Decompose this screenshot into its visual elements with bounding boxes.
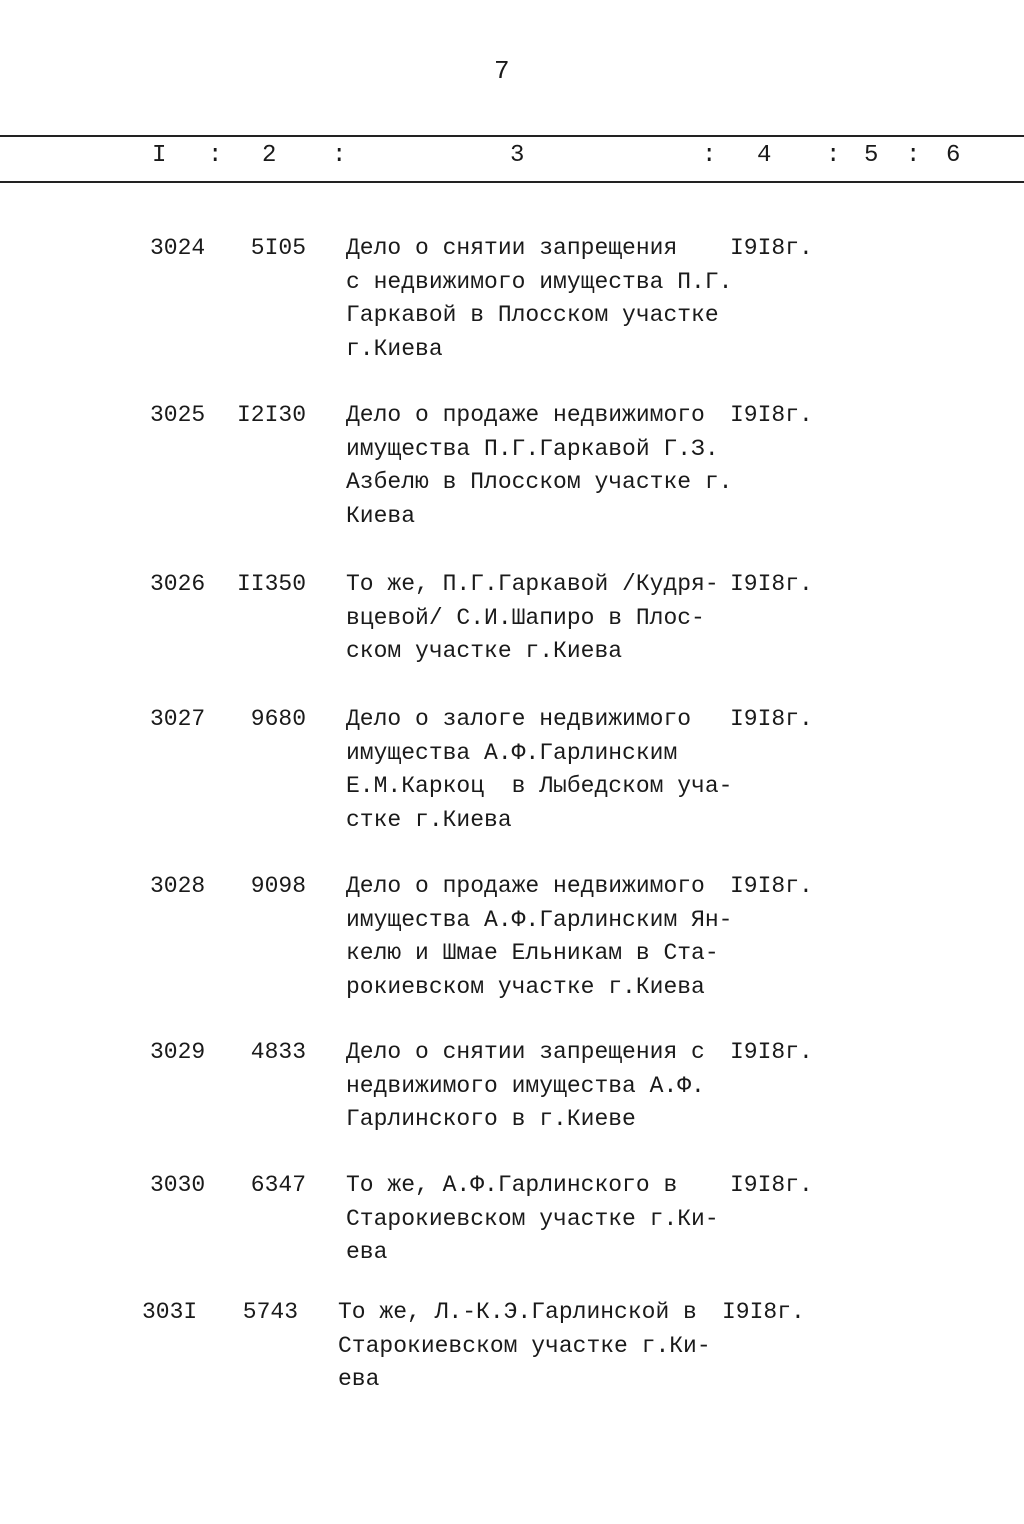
description-line: Е.М.Каркоц в Лыбедском уча- (346, 773, 733, 799)
entry-year: I9I8г. (730, 706, 813, 732)
entry-description (346, 399, 732, 533)
description-line: Гаркавой в Плосском участке (346, 302, 719, 328)
entry-code: 5743 (242, 1299, 298, 1325)
col-header-2: 2 (262, 142, 277, 169)
description-line: Дело о снятии запрещения (346, 235, 678, 261)
entry-year: I9I8г. (730, 1039, 813, 1065)
entry-number: 3030 (150, 1172, 206, 1198)
description-line: Гарлинского в г.Киеве (346, 1106, 636, 1132)
description-line: ева (346, 1239, 388, 1265)
header-bottom-rule (0, 181, 1024, 183)
entry-description (338, 1296, 711, 1397)
entry-number: 3025 (150, 402, 206, 428)
description-line: ева (338, 1366, 380, 1392)
col-header-5: 5 (864, 142, 879, 169)
col-header-1: I (152, 142, 167, 169)
entry-description (346, 1036, 705, 1137)
page-number: 7 (494, 56, 510, 86)
description-line: Азбелю в Плосском участке г. (346, 469, 733, 495)
col-header-3: 3 (510, 142, 525, 169)
entry-year: I9I8г. (730, 235, 813, 261)
description-line: Дело о залоге недвижимого (346, 706, 692, 732)
col-header-6: 6 (946, 142, 961, 169)
description-line: Дело о продаже недвижимого (346, 402, 705, 428)
col-separator: : (332, 142, 347, 169)
description-line: То же, Л.-К.Э.Гарлинской в (338, 1299, 697, 1325)
entry-description (346, 703, 732, 837)
entry-number: 3027 (150, 706, 206, 732)
entry-number: 303I (142, 1299, 198, 1325)
entry-number: 3029 (150, 1039, 206, 1065)
header-top-rule (0, 135, 1024, 137)
description-line: стке г.Киева (346, 806, 512, 833)
entry-description (346, 870, 732, 1004)
entry-year: I9I8г. (730, 402, 813, 428)
entry-code: 6347 (250, 1172, 306, 1198)
entry-code: 9098 (250, 873, 306, 899)
entry-code: 4833 (250, 1039, 306, 1065)
entry-year: I9I8г. (730, 1172, 813, 1198)
entry-description (346, 1169, 719, 1270)
entry-code: II350 (236, 571, 306, 597)
entry-code: 5I05 (250, 235, 306, 261)
col-separator: : (906, 142, 921, 169)
col-separator: : (826, 142, 841, 169)
entry-number: 3024 (150, 235, 206, 261)
description-line: Старокиевском участке г.Ки- (338, 1332, 711, 1359)
entry-number: 3026 (150, 571, 206, 597)
entry-code: 9680 (250, 706, 306, 732)
col-header-4: 4 (757, 142, 772, 169)
description-line: имущества А.Ф.Гарлинским Ян- (346, 906, 733, 933)
description-line: То же, П.Г.Гаркавой /Кудря- (346, 571, 719, 597)
description-line: имущества А.Ф.Гарлинским (346, 739, 678, 766)
description-line: имущества П.Г.Гаркавой Г.З. (346, 435, 719, 462)
description-line: вцевой/ С.И.Шапиро в Плос- (346, 604, 705, 631)
entry-description (346, 232, 732, 366)
entry-year: I9I8г. (730, 873, 813, 899)
description-line: Дело о продаже недвижимого (346, 873, 705, 899)
entry-code: I2I30 (236, 402, 306, 428)
description-line: Старокиевском участке г.Ки- (346, 1205, 719, 1232)
description-line: ском участке г.Киева (346, 638, 623, 664)
entry-number: 3028 (150, 873, 206, 899)
col-separator: : (702, 142, 717, 169)
entry-year: I9I8г. (730, 571, 813, 597)
description-line: келю и Шмае Ельникам в Ста- (346, 940, 719, 966)
description-line: недвижимого имущества А.Ф. (346, 1072, 705, 1099)
entry-description (346, 568, 719, 669)
entry-year: I9I8г. (722, 1299, 805, 1325)
col-separator: : (208, 142, 223, 169)
description-line: Дело о снятии запрещения с (346, 1039, 705, 1065)
description-line: Киева (346, 502, 416, 529)
description-line: г.Киева (346, 335, 443, 362)
description-line: рокиевском участке г.Киева (346, 973, 705, 1000)
description-line: с недвижимого имущества П.Г. (346, 268, 733, 295)
description-line: То же, А.Ф.Гарлинского в (346, 1172, 678, 1198)
